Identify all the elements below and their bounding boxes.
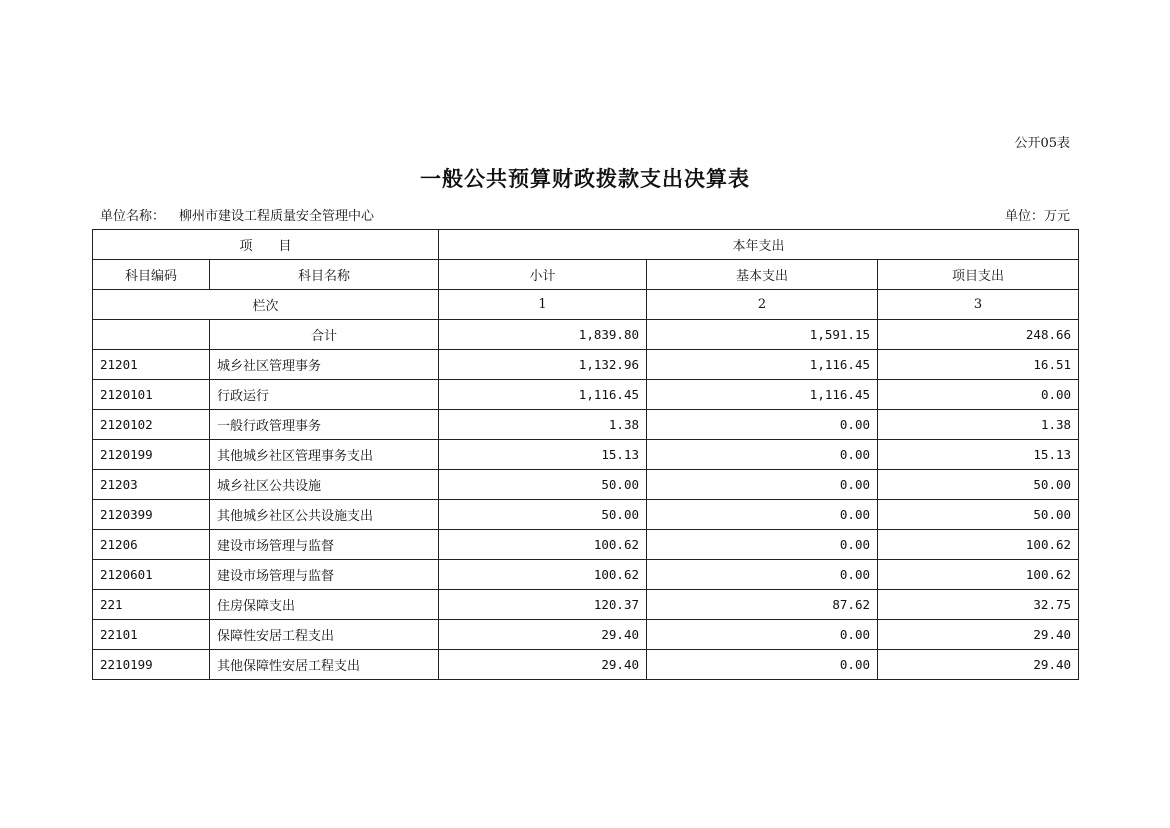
table-row [93,380,1079,410]
row-name: 其他保障性安居工程支出 [210,650,439,680]
table-row [93,410,1079,440]
row-name: 城乡社区管理事务 [210,350,439,380]
table-row [93,500,1079,530]
header-project: 项目支出 [878,260,1079,290]
unit-name: 柳州市建设工程质量安全管理中心 [179,209,375,224]
unit-info [100,205,374,224]
header-row-2 [93,260,1079,290]
total-subtotal: 1,839.80 [439,320,647,350]
row-basic: 0.00 [647,560,878,590]
row-basic: 87.62 [647,590,878,620]
total-project: 248.66 [878,320,1079,350]
row-project: 50.00 [878,500,1079,530]
row-code: 22101 [93,620,210,650]
unit-label: 单位名称： [100,209,166,224]
header-subtotal: 小计 [439,260,647,290]
row-code: 2120399 [93,500,210,530]
row-basic: 0.00 [647,650,878,680]
row-code: 2120102 [93,410,210,440]
row-subtotal: 50.00 [439,470,647,500]
row-basic: 0.00 [647,470,878,500]
row-code: 21203 [93,470,210,500]
row-basic: 1,116.45 [647,380,878,410]
header-row-1 [93,230,1079,260]
row-project: 100.62 [878,560,1079,590]
table-row [93,470,1079,500]
row-subtotal: 1.38 [439,410,647,440]
row-basic: 0.00 [647,410,878,440]
row-code: 2120101 [93,380,210,410]
row-code: 21201 [93,350,210,380]
row-subtotal: 29.40 [439,620,647,650]
expenditure-table [92,229,1079,680]
column-index-row [93,290,1079,320]
row-code: 21206 [93,530,210,560]
row-basic: 0.00 [647,530,878,560]
table-row [93,620,1079,650]
table-row [93,440,1079,470]
row-basic: 0.00 [647,620,878,650]
row-subtotal: 29.40 [439,650,647,680]
row-subtotal: 15.13 [439,440,647,470]
row-subtotal: 100.62 [439,530,647,560]
table-row [93,530,1079,560]
header-code: 科目编码 [93,260,210,290]
column-index-3: 3 [878,290,1079,320]
header-item: 项 目 [93,230,439,260]
total-code-cell [93,320,210,350]
row-project: 29.40 [878,650,1079,680]
currency-unit: 单位：万元 [1004,209,1070,224]
total-label: 合计 [210,320,439,350]
row-basic: 0.00 [647,500,878,530]
row-project: 16.51 [878,350,1079,380]
row-name: 保障性安居工程支出 [210,620,439,650]
row-project: 0.00 [878,380,1079,410]
header-basic: 基本支出 [647,260,878,290]
header-name: 科目名称 [210,260,439,290]
row-subtotal: 100.62 [439,560,647,590]
column-index-2: 2 [647,290,878,320]
row-subtotal: 120.37 [439,590,647,620]
column-index-1: 1 [439,290,647,320]
column-index-label: 栏次 [93,290,439,320]
form-code: 公开05表 [1014,136,1070,151]
total-row [93,320,1079,350]
row-project: 100.62 [878,530,1079,560]
header-current-year: 本年支出 [439,230,1079,260]
table-row [93,560,1079,590]
row-basic: 0.00 [647,440,878,470]
row-code: 2210199 [93,650,210,680]
table-row [93,350,1079,380]
row-name: 其他城乡社区管理事务支出 [210,440,439,470]
row-project: 50.00 [878,470,1079,500]
row-basic: 1,116.45 [647,350,878,380]
row-name: 行政运行 [210,380,439,410]
row-name: 住房保障支出 [210,590,439,620]
row-code: 2120601 [93,560,210,590]
row-project: 29.40 [878,620,1079,650]
row-project: 15.13 [878,440,1079,470]
total-basic: 1,591.15 [647,320,878,350]
row-name: 一般行政管理事务 [210,410,439,440]
table-row [93,590,1079,620]
row-code: 221 [93,590,210,620]
row-project: 32.75 [878,590,1079,620]
row-subtotal: 1,116.45 [439,380,647,410]
page-title: 一般公共预算财政拨款支出决算表 [420,166,750,191]
row-subtotal: 50.00 [439,500,647,530]
row-code: 2120199 [93,440,210,470]
row-name: 城乡社区公共设施 [210,470,439,500]
row-name: 建设市场管理与监督 [210,530,439,560]
row-name: 其他城乡社区公共设施支出 [210,500,439,530]
row-subtotal: 1,132.96 [439,350,647,380]
table-row [93,650,1079,680]
row-name: 建设市场管理与监督 [210,560,439,590]
row-project: 1.38 [878,410,1079,440]
